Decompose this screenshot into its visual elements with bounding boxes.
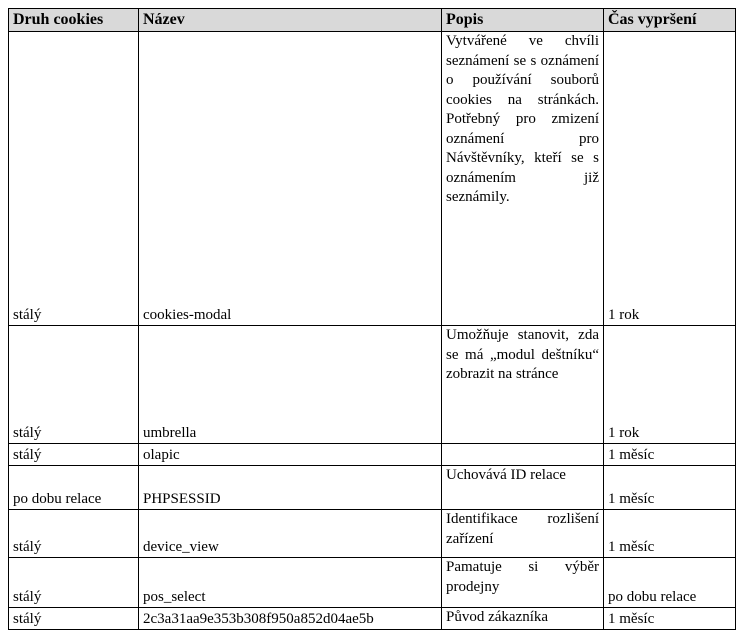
cookie-expiry-cell: 1 rok xyxy=(604,32,736,326)
cookie-name-cell: umbrella xyxy=(139,326,442,444)
header-expiry: Čas vypršení xyxy=(604,9,736,32)
cookies-table xyxy=(8,8,736,630)
cookie-name-cell: device_view xyxy=(139,510,442,558)
header-description: Popis xyxy=(442,9,604,32)
table-row xyxy=(9,558,736,608)
table-row xyxy=(9,326,736,444)
table-row xyxy=(9,32,736,326)
cookie-type-cell: stálý xyxy=(9,558,139,608)
cookie-name-cell: cookies-modal xyxy=(139,32,442,326)
cookie-description-cell xyxy=(442,444,604,466)
cookie-expiry-cell: 1 měsíc xyxy=(604,466,736,510)
cookie-description-cell: Uchovává ID relace xyxy=(442,466,604,510)
cookie-type-cell: stálý xyxy=(9,326,139,444)
table-row xyxy=(9,510,736,558)
cookie-type-cell: po dobu relace xyxy=(9,466,139,510)
cookie-description-cell: Identifikace rozlišení zařízení xyxy=(442,510,604,558)
cookie-expiry-cell: 1 měsíc xyxy=(604,510,736,558)
cookie-expiry-cell: 1 rok xyxy=(604,326,736,444)
cookie-name-cell: PHPSESSID xyxy=(139,466,442,510)
cookie-type-cell: stálý xyxy=(9,510,139,558)
cookie-type-cell: stálý xyxy=(9,608,139,630)
cookie-name-cell: 2c3a31aa9e353b308f950a852d04ae5b xyxy=(139,608,442,630)
cookie-expiry-cell: 1 měsíc xyxy=(604,444,736,466)
cookie-description-cell: Původ zákazníka xyxy=(442,608,604,630)
cookie-description-cell: Vytvářené ve chvíli seznámení se s oznámení o používání souborů cookies na stránkách. Potřebný pro zmizení oznámení pro Návštěvníky, kteří se s oznámením již seznámily. xyxy=(442,32,604,326)
cookie-description-cell: Umožňuje stanovit, zda se má „modul deštníku“ zobrazit na stránce xyxy=(442,326,604,444)
cookie-expiry-cell: po dobu relace xyxy=(604,558,736,608)
table-row xyxy=(9,466,736,510)
cookie-type-cell: stálý xyxy=(9,32,139,326)
cookie-name-cell: pos_select xyxy=(139,558,442,608)
cookie-type-cell: stálý xyxy=(9,444,139,466)
table-row xyxy=(9,444,736,466)
table-row xyxy=(9,608,736,630)
header-cookie-type: Druh cookies xyxy=(9,9,139,32)
cookie-description-cell: Pamatuje si výběr prodejny xyxy=(442,558,604,608)
cookie-expiry-cell: 1 měsíc xyxy=(604,608,736,630)
header-name: Název xyxy=(139,9,442,32)
table-header-row xyxy=(9,9,736,32)
cookie-name-cell: olapic xyxy=(139,444,442,466)
